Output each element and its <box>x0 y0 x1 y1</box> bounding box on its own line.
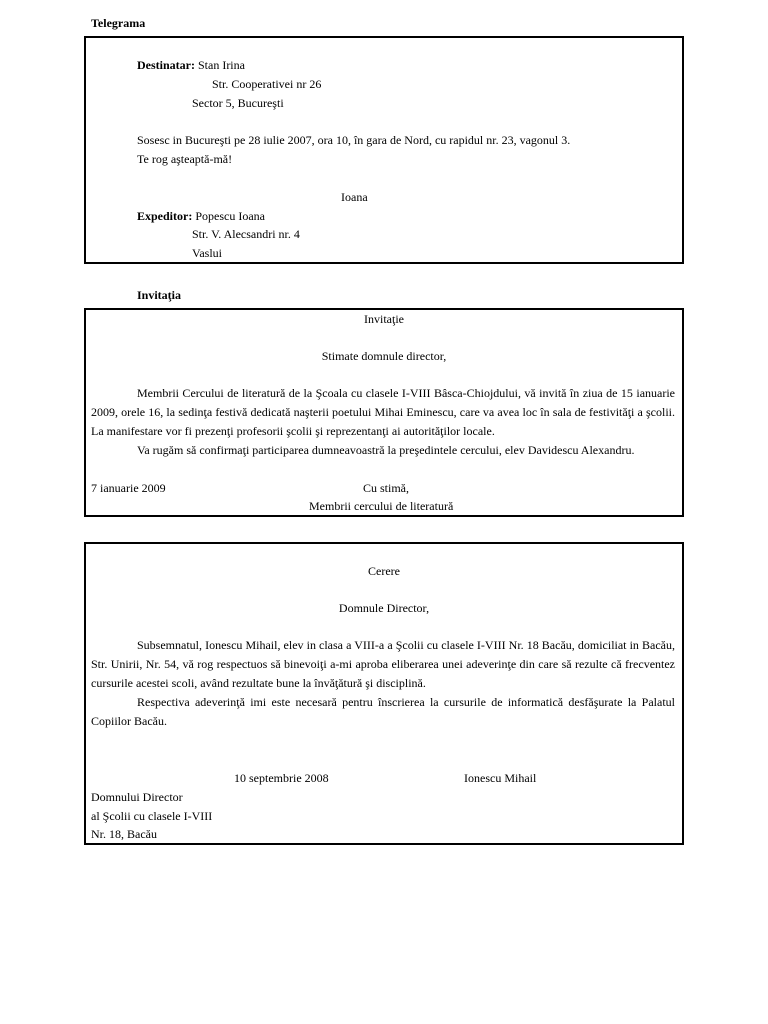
invitation-title: Invitaţie <box>364 312 404 326</box>
request-paragraph2: Respectiva adeverinţă imi este necesară pentru înscrierea la cursurile de informatică desfăşurate la Palatul Copiilor Bacău. <box>91 695 675 728</box>
request-date: 10 septembrie 2008 <box>234 771 329 785</box>
invitation-date: 7 ianuarie 2009 <box>91 481 166 495</box>
sender-city: Vaslui <box>192 246 222 260</box>
recipient-label: Destinatar: <box>137 58 195 72</box>
telegram-sender <box>137 209 265 223</box>
invitation-closing: Cu stimă, <box>363 481 410 495</box>
telegram-message-line2: Te rog aşteaptă-mă! <box>137 152 233 166</box>
invitation-salutation: Stimate domnule director, <box>321 349 447 363</box>
request-title: Cerere <box>368 564 400 578</box>
recipient-name: Stan Irina <box>197 58 245 72</box>
telegram-signature: Ioana <box>341 190 368 204</box>
request-salutation: Domnule Director, <box>338 601 430 615</box>
telegram-recipient <box>137 58 245 72</box>
request-signature: Ionescu Mihail <box>464 771 537 785</box>
invitation-paragraph1: Membrii Cercului de literatură de la Şcoala cu clasele I-VIII Bâsca-Chiojdului, vă invită în ziua de 15 ianuarie 2009, orele 16, la sedinţa festivă dedicată naşterii poetului Mihai Eminescu, care va avea loc în sala de festivităţi a şcolii. La manifestare vor fi prezenţi profesorii şcolii şi reprezentanţi ai autorităţilor locale. <box>91 386 675 438</box>
invitation-signed-by: Membrii cercului de literatură <box>309 499 454 513</box>
sender-name: Popescu Ioana <box>195 209 265 223</box>
sender-label: Expeditor: <box>137 209 193 223</box>
request-addressee-line1: Domnului Director <box>91 790 183 804</box>
telegram-heading: Telegrama <box>91 16 146 30</box>
request-paragraph1: Subsemnatul, Ionescu Mihail, elev in clasa a VIII-a a Şcolii cu clasele I-VIII Nr. 18 Bacău, domiciliat in Bacău, Str. Unirii, Nr. 54, vă rog respectuos să binevoiţi a-mi aproba eliberarea unei adeverinţe din care să rezulte că frecventez cursurile acestei scoli, având rezultate bune la învăţătură şi disciplină. <box>91 638 675 690</box>
request-addressee-line3: Nr. 18, Bacău <box>91 827 157 841</box>
recipient-street: Str. Cooperativei nr 26 <box>212 77 322 91</box>
sender-street: Str. V. Alecsandri nr. 4 <box>192 227 300 241</box>
invitation-paragraph2: Va rugăm să confirmaţi participarea dumneavoastră la preşedintele cercului, elev Davidescu Alexandru. <box>137 443 635 457</box>
invitation-heading: Invitaţia <box>137 288 182 302</box>
recipient-city: Sector 5, Bucureşti <box>192 96 284 110</box>
telegram-message-line1: Sosesc in Bucureşti pe 28 iulie 2007, ora 10, în gara de Nord, cu rapidul nr. 23, vagonul 3. <box>137 133 571 147</box>
request-addressee-line2: al Şcolii cu clasele I-VIII <box>91 809 213 823</box>
